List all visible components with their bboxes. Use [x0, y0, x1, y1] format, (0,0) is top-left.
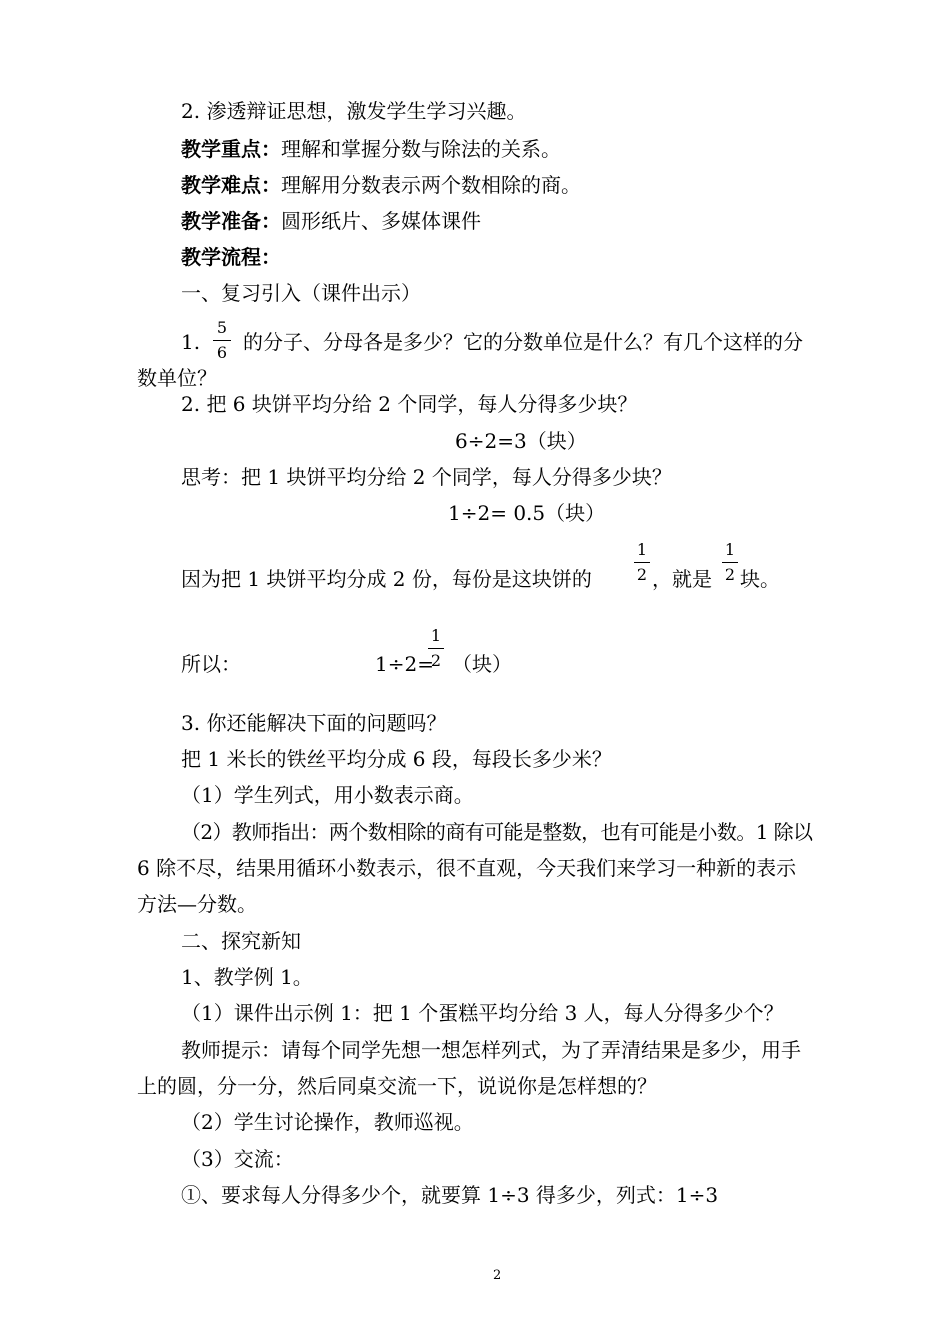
so-label: 所以：	[181, 652, 241, 676]
because-fraction-1-denominator: 2	[636, 565, 648, 584]
example1-step2: （2）学生讨论操作，教师巡视。	[181, 1110, 474, 1134]
difficulty-text: 理解用分数表示两个数相除的商。	[281, 173, 581, 197]
so-equation: 1÷2=	[375, 652, 434, 676]
so-fraction-bar	[428, 648, 444, 649]
q1-fraction-numerator: 5	[216, 318, 228, 337]
example1-step3: （3）交流：	[181, 1147, 294, 1171]
section1-title: 一、复习引入（课件出示）	[181, 281, 421, 305]
q3-step2-line1: （2）教师指出：两个数相除的商有可能是整数，也有可能是小数。1 除以	[181, 820, 813, 844]
key-point-line	[181, 139, 561, 159]
because-fraction-2	[722, 542, 738, 583]
difficulty-line	[181, 175, 581, 195]
process-label: 教学流程：	[181, 245, 281, 269]
because-text-a: 因为把 1 块饼平均分成 2 份，每份是这块饼的	[181, 567, 592, 591]
difficulty-label: 教学难点：	[181, 173, 281, 197]
because-fraction-2-bar	[722, 562, 738, 563]
teacher-hint-line2: 上的圆，分一分，然后同桌交流一下，说说你是怎样想的？	[137, 1074, 657, 1098]
think-text: 思考：把 1 块饼平均分给 2 个同学，每人分得多少块？	[181, 465, 672, 489]
because-text-c: 块。	[740, 567, 780, 591]
key-point-label: 教学重点：	[181, 137, 281, 161]
page-number: 2	[493, 1268, 502, 1283]
because-fraction-1-numerator: 1	[636, 540, 648, 559]
example1-step3-item1: ①、要求每人分得多少个，就要算 1÷3 得多少，列式：1÷3	[181, 1183, 719, 1207]
q1-fraction-bar	[213, 340, 231, 341]
because-fraction-2-numerator: 1	[724, 540, 736, 559]
because-fraction-1-bar	[634, 562, 650, 563]
so-fraction	[428, 628, 444, 669]
key-point-text: 理解和掌握分数与除法的关系。	[281, 137, 561, 161]
q1-text-line1: 的分子、分母各是多少？它的分数单位是什么？有几个这样的分	[243, 330, 803, 354]
q2-text: 2. 把 6 块饼平均分给 2 个同学，每人分得多少块？	[181, 392, 638, 416]
example1-title: 1、教学例 1。	[181, 965, 313, 989]
example1-step1: （1）课件出示例 1：把 1 个蛋糕平均分给 3 人，每人分得多少个？	[181, 1001, 784, 1025]
q1-fraction-denominator: 6	[216, 343, 228, 362]
preparation-label: 教学准备：	[181, 209, 281, 233]
q3-text: 3. 你还能解决下面的问题吗？	[181, 711, 447, 735]
so-fraction-denominator: 2	[430, 651, 442, 670]
section2-title: 二、探究新知	[181, 929, 301, 953]
so-unit: （块）	[452, 652, 512, 676]
preparation-line	[181, 211, 481, 231]
so-fraction-numerator: 1	[430, 626, 442, 645]
preparation-text: 圆形纸片、多媒体课件	[281, 209, 481, 233]
q3-step2-line3: 方法—分数。	[137, 892, 257, 916]
q3-step2-line2: 6 除不尽，结果用循环小数表示，很不直观，今天我们来学习一种新的表示	[137, 856, 797, 880]
teacher-hint-line1: 教师提示：请每个同学先想一想怎样列式，为了弄清结果是多少，用手	[181, 1038, 801, 1062]
because-fraction-1	[634, 542, 650, 583]
think-equation: 1÷2= 0.5（块）	[448, 501, 606, 525]
because-text-b: ，就是	[652, 567, 712, 591]
q2-equation: 6÷2=3（块）	[455, 429, 587, 453]
q3-problem: 把 1 米长的铁丝平均分成 6 段，每段长多少米？	[181, 747, 612, 771]
q1-prefix: 1.	[181, 330, 201, 354]
q3-step1: （1）学生列式，用小数表示商。	[181, 783, 474, 807]
objective-item-2: 2. 渗透辩证思想，激发学生学习兴趣。	[181, 99, 527, 123]
q1-fraction	[213, 320, 231, 361]
q1-text-line2: 数单位？	[137, 366, 217, 390]
because-fraction-2-denominator: 2	[724, 565, 736, 584]
